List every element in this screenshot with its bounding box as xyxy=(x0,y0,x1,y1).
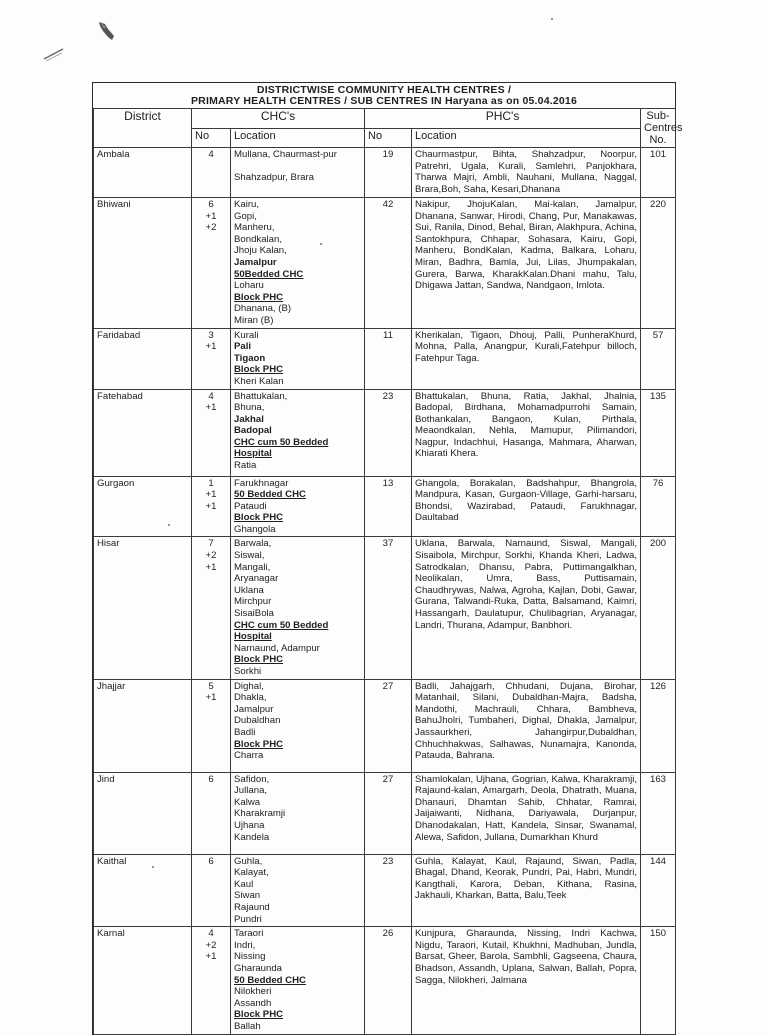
sub-centres-cell: 144 xyxy=(641,854,676,927)
chc-locations-cell xyxy=(231,679,365,772)
chc-location: Block PHC xyxy=(234,291,284,303)
chc-location: Barwala, xyxy=(234,538,272,550)
chc-location: Bhuna, xyxy=(234,402,265,414)
phc-count-cell: 37 xyxy=(365,537,412,679)
phc-locations-cell: Chaurmastpur, Bihta, Shahzadpur, Noorpur, Patrehri, Ugala, Kurali, Samlehri, Panjokhara, Tharwa Majri, Ambli, Nauhani, Mullana, Naggal, Brara,Boh, Saha, Kesari,Dhanana xyxy=(412,148,641,198)
table-row xyxy=(94,389,676,476)
table-row xyxy=(94,537,676,679)
chc-location: Kalayat, xyxy=(234,867,269,879)
column-header-phcs: PHC's xyxy=(365,109,641,129)
chc-location: Narnaund, Adampur xyxy=(234,642,320,654)
chc-location: Block PHC xyxy=(234,364,284,376)
sub-centres-cell: 57 xyxy=(641,328,676,389)
chc-count: +2 xyxy=(205,550,217,562)
column-header-phc-no: No xyxy=(365,128,412,148)
chc-location: Kheri Kalan xyxy=(234,375,284,387)
chc-location: Guhla, xyxy=(234,855,263,867)
chc-count: 6 xyxy=(208,199,214,210)
column-header-phc-location: Location xyxy=(412,128,641,148)
chc-location: Ujhana xyxy=(234,819,265,831)
chc-locations-cell xyxy=(231,927,365,1034)
chc-locations-cell xyxy=(231,389,365,476)
chc-count-cell xyxy=(192,389,231,476)
chc-count-cell xyxy=(192,148,231,198)
chc-location: Indri, xyxy=(234,939,256,951)
chc-location: Kurali xyxy=(234,329,259,341)
sub-centres-cell: 126 xyxy=(641,679,676,772)
chc-location: Hospital xyxy=(234,631,272,643)
chc-location: Uklana xyxy=(234,584,264,596)
chc-count: 3 xyxy=(208,329,214,341)
chc-location: Dhanana, (B) xyxy=(234,303,292,315)
district-cell: Karnal xyxy=(94,927,192,1034)
chc-location: Badli xyxy=(234,726,256,738)
table-row xyxy=(94,772,676,854)
chc-location: Jamalpur xyxy=(234,256,277,268)
chc-location: Assandh xyxy=(234,997,272,1009)
table-row xyxy=(94,476,676,537)
chc-location: Bondkalan, xyxy=(234,233,283,245)
table-row xyxy=(94,148,676,198)
chc-locations-cell xyxy=(231,476,365,537)
chc-location: Ghangola xyxy=(234,523,276,535)
pen-stroke-icon xyxy=(42,46,66,62)
chc-location: Nilokheri xyxy=(234,986,272,998)
chc-count: +2 xyxy=(205,222,217,234)
column-header-district: District xyxy=(94,109,192,148)
chc-location: Aryanagar xyxy=(234,573,279,585)
chc-location: Bhattukalan, xyxy=(234,390,288,402)
chc-location: Farukhnagar xyxy=(234,477,289,489)
district-cell: Jind xyxy=(94,772,192,854)
chc-location: Gharaunda xyxy=(234,962,283,974)
sub-header-line-2: Centres xyxy=(644,122,683,134)
chc-count-cell xyxy=(192,772,231,854)
phc-locations-cell: Bhattukalan, Bhuna, Ratia, Jakhal, Jhalnia, Badopal, Birdhana, Mohamadpurrohi Samain, Bothankalan, Bangaon, Kulan, Pirthala, Meaondkalan, Nehla, Mamupur, Pilimandori, Nagpur, Indachhui, Hasanga, Mahmara, Aharwan, Khiarati Khera. xyxy=(412,389,641,476)
chc-count: 1 xyxy=(208,477,214,489)
sub-centres-cell: 135 xyxy=(641,389,676,476)
chc-count-cell xyxy=(192,198,231,329)
chc-count: +2 xyxy=(205,939,217,951)
health-centres-table xyxy=(93,108,683,1035)
chc-count: 4 xyxy=(208,149,214,160)
phc-locations-cell: Shamlokalan, Ujhana, Gogrian, Kalwa, Kharakramji, Rajaund-kalan, Amargarh, Deola, Dhatrath, Muana, Dhanauri, Dhamtan Sahib, Chhatar, Ramrai, Jaijaiwanti, Nidhana, Dariyawala, Durjanpur, Dhanodakalan, Hatt, Kandela, Sinsar, Swanamal, Alewa, Safidon, Jullana, Dumarkhan Khurd xyxy=(412,772,641,854)
chc-count: 6 xyxy=(208,855,214,867)
chc-location: Gopi, xyxy=(234,210,257,222)
chc-count: 4 xyxy=(208,390,214,402)
blank-line xyxy=(234,161,361,173)
table-row xyxy=(94,679,676,772)
chc-count-cell xyxy=(192,854,231,927)
phc-count-cell: 11 xyxy=(365,328,412,389)
health-centres-sheet xyxy=(92,82,683,1035)
table-row xyxy=(94,198,676,329)
chc-location: Dhakla, xyxy=(234,692,267,704)
district-cell: Faridabad xyxy=(94,328,192,389)
phc-count-cell: 13 xyxy=(365,476,412,537)
column-header-chcs: CHC's xyxy=(192,109,365,129)
column-header-sub-centres xyxy=(641,109,683,148)
chc-locations-cell xyxy=(231,537,365,679)
chc-location: Tigaon xyxy=(234,352,266,364)
phc-locations-cell: Kherikalan, Tigaon, Dhouj, Palli, PunheraKhurd, Mohna, Palla, Anangpur, Kurali,Fatehpur billoch, Fatehpur Taga. xyxy=(412,328,641,389)
chc-count: +1 xyxy=(205,489,217,501)
chc-count-cell xyxy=(192,679,231,772)
chc-location: Sorkhi xyxy=(234,666,262,677)
chc-location: Badopal xyxy=(234,425,272,437)
phc-locations-cell: Ghangola, Borakalan, Badshahpur, Bhangrola, Mandpura, Kasan, Gurgaon-Village, Garhi-harsaru, Bhondsi, Wazirabad, Pataudi, Farukhnagar, Daultabad xyxy=(412,476,641,537)
chc-count: +1 xyxy=(205,692,217,704)
district-cell: Kaithal xyxy=(94,854,192,927)
chc-location: Pali xyxy=(234,341,252,353)
chc-count-cell xyxy=(192,476,231,537)
phc-count-cell: 42 xyxy=(365,198,412,329)
sub-centres-cell: 150 xyxy=(641,927,676,1034)
district-cell: Fatehabad xyxy=(94,389,192,476)
chc-location: Charra xyxy=(234,750,264,762)
chc-location: Ballah xyxy=(234,1020,261,1032)
district-cell: Gurgaon xyxy=(94,476,192,537)
phc-locations-cell: Uklana, Barwala, Narnaund, Siswal, Mangali, Sisaibola, Mirchpur, Sorkhi, Khanda Kheri, Ladwa, Satrodkalan, Dhansu, Pabra, Puttimangalkhan, Neolikalan, Umra, Bass, Puttisamain, Chaudhrywas, Nalwa, Agroha, Kajlan, Dobi, Gawar, Gurana, Talwandi-Ruka, Datta, Balsamand, Kaimri, Hassangarh, Daulatupur, Chulibagrian, Aryanagar, Landri, Thurana, Adampur, Banbhori. xyxy=(412,537,641,679)
document-title xyxy=(93,83,675,108)
table-row xyxy=(94,927,676,1034)
phc-locations-cell: Badli, Jahajgarh, Chhudani, Dujana, Birohar, Matanhail, Silani, Dubaldhan-Majra, Badsha, Mandothi, Machrauli, Chhara, Bambheva, BahuJholri, Tumbaheri, Dighal, Dhakla, Jamalpur, Jassaurkheri, Jahangirpur,Dubaldhan, Chhuchhakwas, Salhawas, Nunamajra, Kanonda, Patauda, Bahrana. xyxy=(412,679,641,772)
phc-locations-cell: Guhla, Kalayat, Kaul, Rajaund, Siwan, Padla, Bhagal, Dhand, Keorak, Pundri, Pai, Habri, Mundri, Kangthali, Karora, Deban, Kithana, Rasina, Jakhauli, Kharkan, Batta, Balu,Teek xyxy=(412,854,641,927)
chc-location: Rajaund xyxy=(234,901,270,913)
ink-mark-icon xyxy=(96,20,118,44)
table-row xyxy=(94,328,676,389)
sub-centres-cell: 163 xyxy=(641,772,676,854)
chc-location: Jakhal xyxy=(234,413,264,425)
chc-location: Block PHC xyxy=(234,512,284,524)
table-body xyxy=(94,148,676,1035)
chc-location: CHC cum 50 Bedded xyxy=(234,436,329,448)
phc-count-cell: 26 xyxy=(365,927,412,1034)
chc-location: Kandela xyxy=(234,831,270,843)
chc-locations-cell xyxy=(231,198,365,329)
phc-count-cell: 27 xyxy=(365,772,412,854)
speck xyxy=(551,18,553,20)
chc-locations-cell xyxy=(231,328,365,389)
district-cell: Hisar xyxy=(94,537,192,679)
chc-location: Pataudi xyxy=(234,500,267,512)
chc-location: Pundri xyxy=(234,913,262,925)
chc-location: Dighal, xyxy=(234,680,264,692)
sub-centres-cell: 200 xyxy=(641,537,676,679)
chc-location: Block PHC xyxy=(234,1009,284,1021)
chc-location: Manheru, xyxy=(234,222,275,234)
chc-locations-cell xyxy=(231,854,365,927)
district-cell: Bhiwani xyxy=(94,198,192,329)
column-header-chc-no: No xyxy=(192,128,231,148)
sub-centres-cell: 220 xyxy=(641,198,676,329)
table-row xyxy=(94,854,676,927)
chc-location: Siswal, xyxy=(234,550,265,562)
chc-count: 5 xyxy=(208,680,214,692)
chc-location: 50Bedded CHC xyxy=(234,268,304,280)
sub-header-line-1: Sub- xyxy=(646,110,670,122)
chc-count: 6 xyxy=(208,773,214,785)
chc-location: SisaiBola xyxy=(234,608,274,620)
chc-location: Hospital xyxy=(234,448,272,460)
chc-location: Nissing xyxy=(234,951,266,963)
chc-count: +1 xyxy=(205,402,217,414)
chc-count: 7 xyxy=(208,538,214,550)
phc-locations-cell: Nakipur, JhojuKalan, Mai-kalan, Jamalpur, Dhanana, Sanwar, Hirodi, Chang, Pur, Manakawas, Sui, Ranila, Dinod, Behal, Biran, Alakhpura, Achina, Santokhpura, Chhapar, Sohasara, Kairu, Gopi, Manheru, BondKalan, Kadma, Balkara, Loharu, Miran, Badhra, Bamla, Jui, Lilas, Jhumpakalan, Gurera, Barwa, KharakKalan.Dhani mahu, Talu, Dhigawa Jattan, Sandwa, Nandgaon, Imlota. xyxy=(412,198,641,329)
sub-centres-cell: 76 xyxy=(641,476,676,537)
chc-locations-cell xyxy=(231,772,365,854)
chc-location: 50 Bedded CHC xyxy=(234,489,306,501)
chc-location: Mangali, xyxy=(234,561,271,573)
district-cell: Jhajjar xyxy=(94,679,192,772)
chc-location: Miran (B) xyxy=(234,314,274,326)
chc-location: Mirchpur xyxy=(234,596,272,608)
chc-location: Loharu xyxy=(234,280,264,292)
chc-location: Jamalpur xyxy=(234,703,274,715)
phc-count-cell: 23 xyxy=(365,854,412,927)
chc-location: Shahzadpur, Brara xyxy=(234,172,315,184)
title-line-2: PRIMARY HEALTH CENTRES / SUB CENTRES IN Haryana as on 05.04.2016 xyxy=(190,95,578,107)
chc-count: +1 xyxy=(205,210,217,222)
chc-location: Block PHC xyxy=(234,738,284,750)
chc-location: Mullana, Chaurmast-pur xyxy=(234,149,337,160)
chc-location: Siwan xyxy=(234,890,261,902)
chc-location: Kalwa xyxy=(234,796,261,808)
chc-location: Jhoju Kalan, xyxy=(234,245,287,257)
phc-count-cell: 27 xyxy=(365,679,412,772)
chc-location: Taraori xyxy=(234,928,264,940)
chc-location: Jullana, xyxy=(234,785,268,797)
chc-location: Kairu, xyxy=(234,199,260,210)
chc-location: 50 Bedded CHC xyxy=(234,974,306,986)
chc-location: Kaul xyxy=(234,878,254,890)
district-cell: Ambala xyxy=(94,148,192,198)
sub-centres-cell: 101 xyxy=(641,148,676,198)
chc-count-cell xyxy=(192,328,231,389)
column-header-chc-location: Location xyxy=(231,128,365,148)
title-line-1: DISTRICTWISE COMMUNITY HEALTH CENTRES / xyxy=(256,84,512,96)
chc-count-cell xyxy=(192,927,231,1034)
chc-location: CHC cum 50 Bedded xyxy=(234,619,329,631)
chc-count: +1 xyxy=(205,341,217,353)
chc-count: +1 xyxy=(205,951,217,963)
chc-location: Block PHC xyxy=(234,654,284,666)
chc-count: +1 xyxy=(205,561,217,573)
chc-locations-cell xyxy=(231,148,365,198)
chc-location: Kharakramji xyxy=(234,808,286,820)
chc-location: Dubaldhan xyxy=(234,715,281,727)
chc-count: +1 xyxy=(205,500,217,512)
chc-count: 4 xyxy=(208,928,214,940)
phc-locations-cell: Kunjpura, Gharaunda, Nissing, Indri Kachwa, Nigdu, Taraori, Kutail, Khukhni, Madhuban, Jundla, Barsat, Gheer, Barola, Sambhli, Gagseena, Chaura, Bhadson, Assandh, Uplana, Salwan, Ballah, Popra, Sagga, Nilokheri, Jalmana xyxy=(412,927,641,1034)
chc-location: Ratia xyxy=(234,460,257,472)
chc-location: Safidon, xyxy=(234,773,270,785)
sub-header-line-3: No. xyxy=(649,134,667,146)
phc-count-cell: 23 xyxy=(365,389,412,476)
phc-count-cell: 19 xyxy=(365,148,412,198)
chc-count-cell xyxy=(192,537,231,679)
